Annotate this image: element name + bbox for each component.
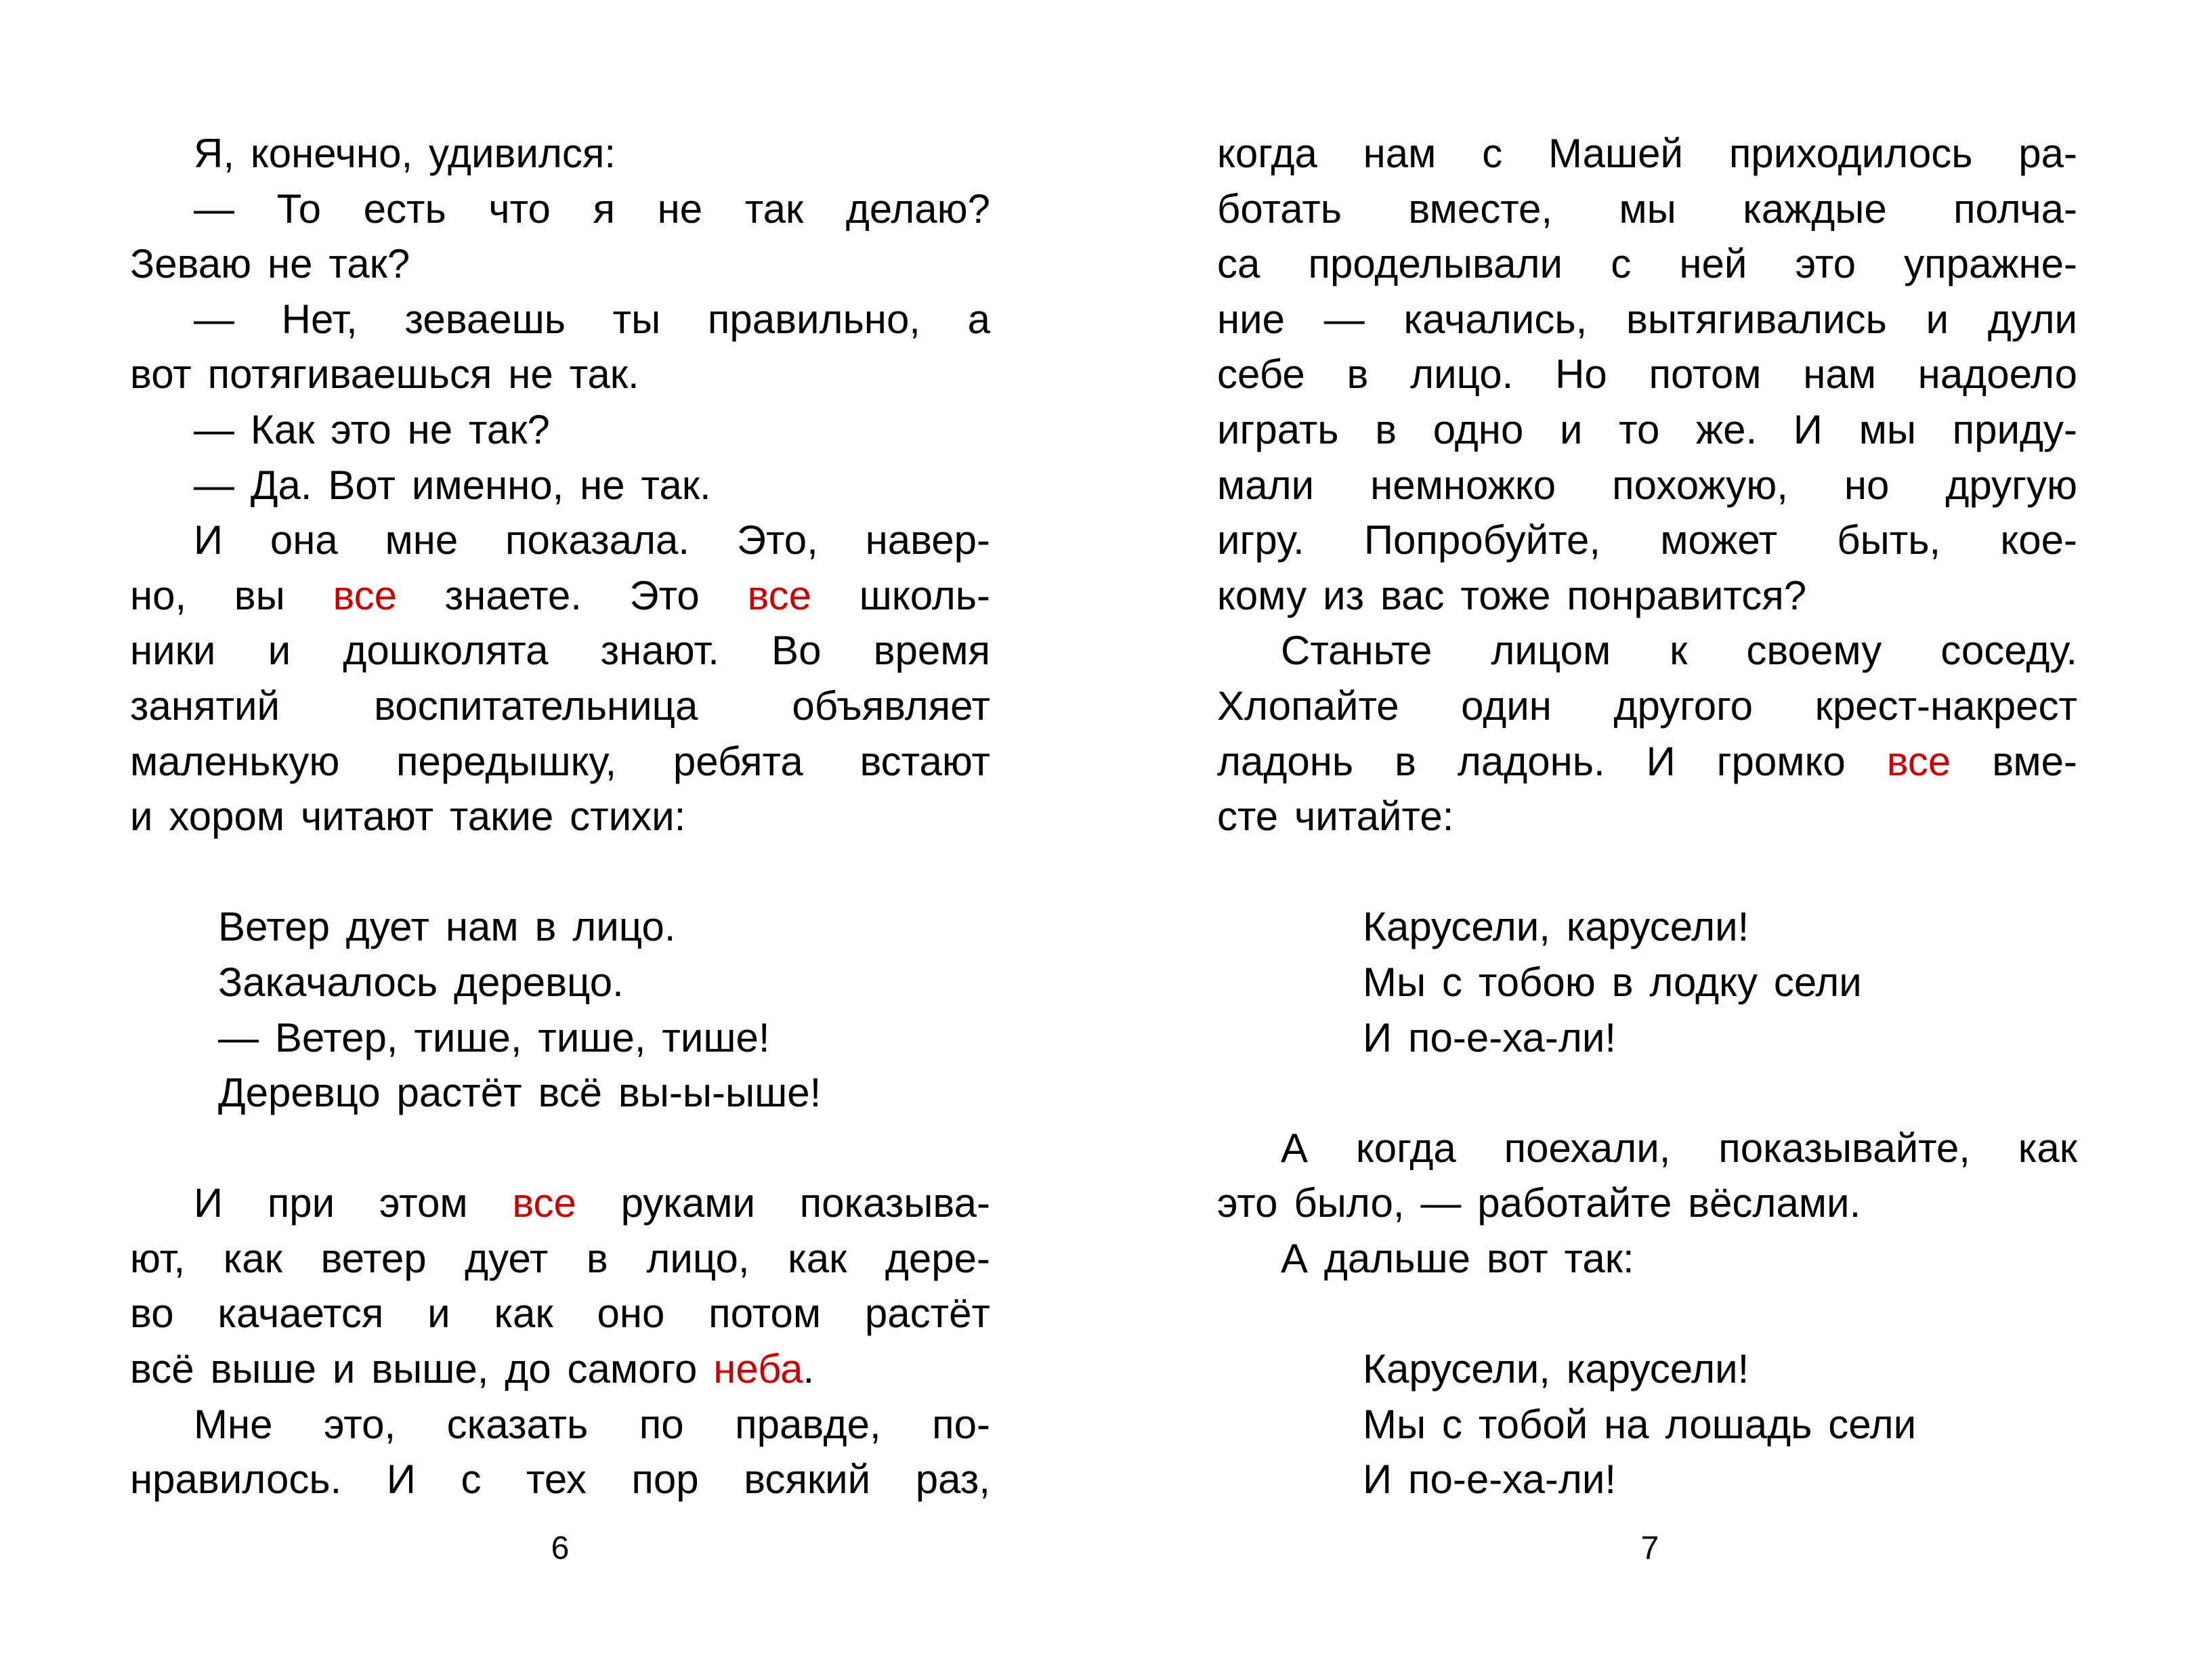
text-run: .: [803, 1346, 815, 1392]
text-line: [1217, 458, 2077, 513]
text-run: знаете. Это: [397, 572, 748, 618]
text-run: И она мне показала. Это, навер-: [194, 517, 990, 563]
text-line: [130, 402, 990, 458]
text-run: вот потягиваешься не так.: [130, 351, 639, 397]
text-run: ботать вместе, мы каждые полча-: [1217, 186, 2077, 232]
poem-line: [1217, 1452, 2077, 1507]
text-line: [130, 789, 990, 844]
page-number-right: 7: [1640, 1530, 1659, 1566]
text-run: маленькую передышку, ребята встают: [130, 738, 990, 784]
poem-line: [1217, 1397, 2077, 1452]
poem-line: [130, 1065, 990, 1121]
poem-line: [1217, 1341, 2077, 1397]
text-run: во качается и как оно потом растёт: [130, 1291, 990, 1337]
text-line: [1217, 236, 2077, 292]
text-run: И по-е-ха-ли!: [1363, 1457, 1617, 1503]
blank-line: [1217, 1065, 2077, 1121]
highlighted-word: все: [512, 1180, 576, 1226]
poem-line: [1217, 899, 2077, 955]
highlighted-word: неба: [713, 1346, 803, 1392]
poem-line: [1217, 955, 2077, 1010]
text-run: руками показыва-: [576, 1180, 990, 1226]
text-line: [1217, 292, 2077, 347]
blank-line: [1217, 844, 2077, 900]
blank-line: [130, 1121, 990, 1176]
text-line: [130, 1286, 990, 1341]
text-run: нравилось. И с тех пор всякий раз,: [130, 1457, 990, 1503]
text-line: [130, 1176, 990, 1231]
text-line: [130, 734, 990, 790]
highlighted-word: все: [747, 572, 812, 618]
poem-line: [1217, 1010, 2077, 1066]
text-run: — Как это не так?: [194, 406, 550, 452]
right-page-text: [1217, 126, 2077, 1507]
text-run: ние — качались, вытягивались и дули: [1217, 296, 2077, 342]
text-run: И по-е-ха-ли!: [1363, 1014, 1617, 1060]
text-line: [130, 458, 990, 513]
text-line: [1217, 568, 2077, 624]
text-run: Деревцо растёт всё вы-ы-ыше!: [218, 1070, 822, 1116]
text-run: всё выше и выше, до самого: [130, 1346, 714, 1392]
text-run: — Нет, зеваешь ты правильно, а: [194, 296, 990, 342]
text-run: Мы с тобой на лошадь сели: [1363, 1401, 1917, 1447]
text-run: ют, как ветер дует в лицо, как дере-: [130, 1235, 990, 1281]
text-run: Ветер дует нам в лицо.: [218, 904, 676, 950]
text-run: игру. Попробуйте, может быть, кое-: [1217, 517, 2077, 563]
text-run: — Да. Вот именно, не так.: [194, 462, 711, 508]
text-run: Хлопайте один другого крест-накрест: [1217, 683, 2077, 729]
text-line: [1217, 1176, 2077, 1231]
text-run: мали немножко похожую, но другую: [1217, 462, 2077, 508]
text-line: [130, 623, 990, 679]
text-line: [130, 1231, 990, 1287]
text-run: и хором читают такие стихи:: [130, 794, 686, 840]
text-run: — Ветер, тише, тише, тише!: [218, 1014, 770, 1060]
text-run: играть в одно и то же. И мы приду-: [1217, 406, 2077, 452]
text-run: Зеваю не так?: [130, 241, 410, 287]
text-run: ники и дошколята знают. Во время: [130, 628, 990, 674]
text-line: [1217, 679, 2077, 734]
text-run: А дальше вот так:: [1281, 1235, 1634, 1281]
text-run: Мне это, сказать по правде, по-: [194, 1401, 990, 1447]
highlighted-word: все: [333, 572, 398, 618]
left-page-text: [130, 126, 990, 1507]
poem-line: [130, 899, 990, 955]
text-line: [1217, 402, 2077, 458]
text-line: [130, 347, 990, 402]
text-line: [130, 1341, 990, 1397]
text-run: — То есть что я не так делаю?: [194, 186, 990, 232]
poem-line: [130, 955, 990, 1010]
text-line: [130, 568, 990, 624]
text-run: И при этом: [194, 1180, 513, 1226]
text-line: [130, 1452, 990, 1507]
text-run: сте читайте:: [1217, 794, 1454, 840]
text-run: ладонь в ладонь. И громко: [1217, 738, 1887, 784]
text-run: Я, конечно, удивился:: [194, 131, 616, 176]
text-line: [130, 126, 990, 181]
text-line: [130, 236, 990, 292]
text-line: [1217, 347, 2077, 402]
text-run: Карусели, карусели!: [1363, 1346, 1749, 1392]
text-run: вме-: [1951, 738, 2077, 784]
page-number-left: 6: [551, 1530, 570, 1566]
text-line: [1217, 623, 2077, 679]
text-run: себе в лицо. Но потом нам надоело: [1217, 351, 2077, 397]
text-run: это было, — работайте вёслами.: [1217, 1180, 1861, 1226]
text-line: [1217, 1121, 2077, 1176]
text-run: Карусели, карусели!: [1363, 904, 1749, 950]
text-line: [130, 181, 990, 237]
text-run: Станьте лицом к своему соседу.: [1281, 628, 2077, 674]
poem-line: [130, 1010, 990, 1066]
text-line: [1217, 734, 2077, 790]
text-run: Закачалось деревцо.: [218, 959, 624, 1005]
text-run: Мы с тобою в лодку сели: [1363, 959, 1862, 1005]
blank-line: [1217, 1286, 2077, 1341]
text-run: са проделывали с ней это упражне-: [1217, 241, 2077, 287]
text-line: [1217, 1231, 2077, 1287]
text-line: [130, 292, 990, 347]
text-run: кому из вас тоже понравится?: [1217, 572, 1807, 618]
text-run: но, вы: [130, 572, 333, 618]
text-line: [130, 513, 990, 568]
text-line: [130, 1397, 990, 1452]
highlighted-word: все: [1886, 738, 1951, 784]
blank-line: [130, 844, 990, 900]
text-line: [1217, 789, 2077, 844]
text-run: когда нам с Машей приходилось ра-: [1217, 131, 2077, 176]
text-run: А когда поехали, показывайте, как: [1281, 1125, 2077, 1171]
text-line: [1217, 513, 2077, 568]
text-line: [1217, 181, 2077, 237]
text-run: школь-: [811, 572, 990, 618]
text-run: занятий воспитательница объявляет: [130, 683, 990, 729]
text-line: [130, 679, 990, 734]
text-line: [1217, 126, 2077, 181]
